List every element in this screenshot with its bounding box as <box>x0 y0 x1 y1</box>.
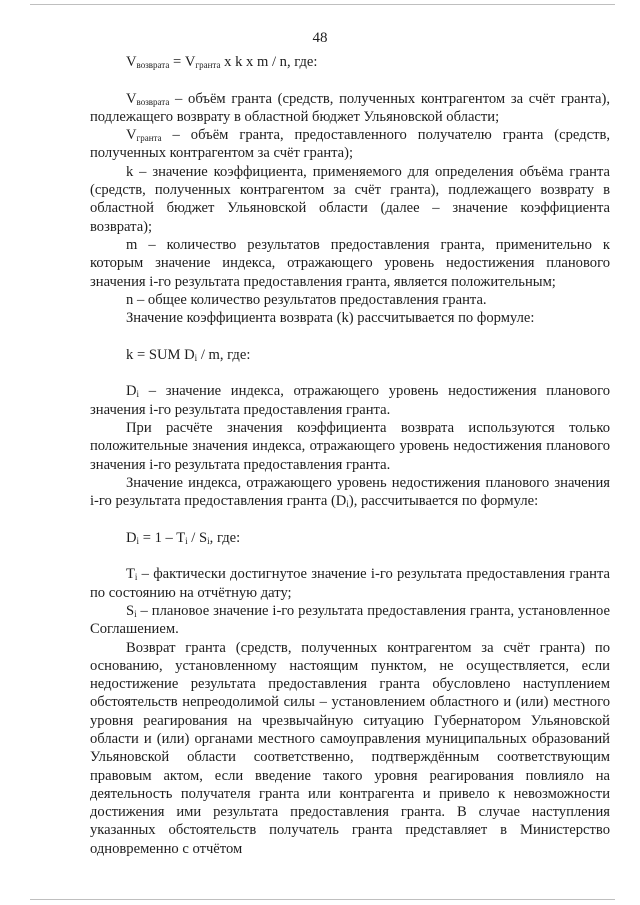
paragraph-positive-values: При расчёте значения коэффициента возврата используются только положительные значения индекса, отражающего уровень недостижения планового значения i-го результата предоставления гранта. <box>90 419 610 473</box>
formula-k: k = SUM $D_i$ / m, где: <box>126 346 251 363</box>
formula-return-volume: $V_{возврата} = V_{гранта}$ x k x m / n, где: <box>126 54 318 70</box>
k-formula-intro: Значение коэффициента возврата (k) рассчитывается по формуле: <box>126 310 535 327</box>
definition-v-grant: $V_{гранта}$ – объём гранта, предоставленного получателю гранта (средств, полученных контрагентом за счёт гранта); <box>90 127 610 162</box>
definition-k: k – значение коэффициента, применяемого для определения объёма гранта (средств, полученных контрагентом за счёт гранта), подлежащего возврату в областной бюджет Ульяновской области (далее – значение коэффициента возврата); <box>90 163 610 235</box>
definition-n: n – общее количество результатов предоставления гранта. <box>126 291 487 308</box>
definition-ti: $T_i$ – фактически достигнутое значение i-го результата предоставления гранта по состоянию на отчётную дату; <box>90 566 610 601</box>
scan-edge-bottom <box>30 899 615 900</box>
definition-si: $S_i$ – плановое значение i-го результата предоставления гранта, установленное Соглашением. <box>90 602 610 638</box>
document-body <box>90 53 610 858</box>
definition-v-return: $V_{возврата}$ – объём гранта (средств, полученных контрагентом за счёт гранта), подлежащего возврату в областной бюджет Ульяновской области; <box>90 90 610 125</box>
definition-di: $D_i$ – значение индекса, отражающего уровень недостижения планового значения i-го результата предоставления гранта. <box>90 383 610 418</box>
paragraph-grant-return-exception: Возврат гранта (средств, полученных контрагентом за счёт гранта) по основанию, установленному настоящим пунктом, не осуществляется, если недостижение результата предоставления гранта обусловлено наступлением обстоятельств непреодолимой силы – установлением областного и (или) местного уровня реагирования на чрезвычайную ситуацию Губернатором Ульяновской области и (или) органами местного самоуправления муниципальных образований Ульяновской области соответственно, подтверждённым соответствующим правовым актом, если введение такого уровня реагирования повлияло на деятельность получателя гранта или контрагента и привело к невозможности достижения ими результата предоставления гранта. В случае наступления указанных обстоятельств получатель гранта представляет в Министерство одновременно с отчётом <box>90 639 610 857</box>
formula-di: $D_i = 1 - T_i / S_i$, где: <box>126 529 241 546</box>
definition-m: m – количество результатов предоставления гранта, применительно к которым значение индекса, отражающего уровень недостижения планового значения i-го результата предоставления гранта, является положительным; <box>90 236 610 290</box>
paragraph-index-formula-intro: Значение индекса, отражающего уровень недостижения планового значения i-го результата предоставления гранта $(D_i)$, рассчитывается по формуле: <box>90 474 610 510</box>
page-number: 48 <box>312 30 328 46</box>
scan-edge-top <box>30 4 615 5</box>
